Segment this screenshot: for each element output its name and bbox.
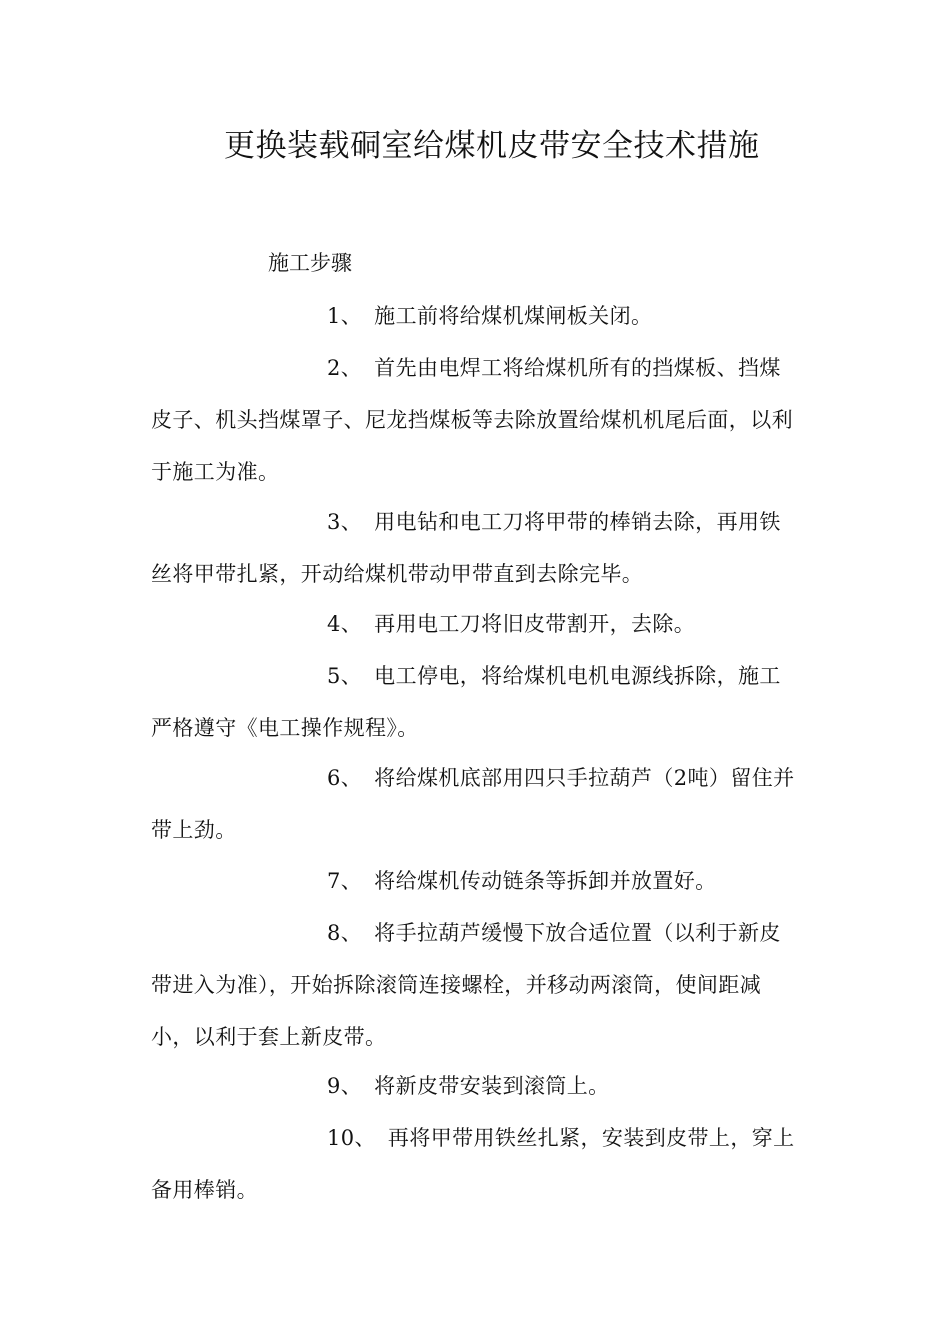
step-number: 6、	[327, 766, 363, 790]
step-number: 8、	[327, 921, 363, 945]
step-number: 4、	[327, 612, 363, 636]
step-6	[151, 752, 801, 856]
step-text: 施工前将给煤机煤闸板关闭。	[374, 304, 653, 328]
step-number: 7、	[327, 869, 363, 893]
step-8	[151, 907, 801, 1063]
step-text: 再将甲带用铁丝扎紧，安装到皮带上，穿上备用棒销。	[151, 1126, 795, 1202]
step-number: 10、	[327, 1126, 376, 1150]
step-7	[151, 855, 801, 907]
step-4	[151, 598, 801, 650]
step-text: 将新皮带安装到滚筒上。	[374, 1074, 610, 1098]
step-2	[151, 342, 801, 498]
step-number: 2、	[327, 356, 363, 380]
step-number: 9、	[327, 1074, 363, 1098]
document-title: 更换装载硐室给煤机皮带安全技术措施	[224, 128, 760, 164]
step-9	[151, 1060, 801, 1112]
step-number: 3、	[327, 510, 363, 534]
step-text: 电工停电，将给煤机电机电源线拆除，施工严格遵守《电工操作规程》。	[151, 664, 781, 740]
step-number: 5、	[327, 664, 363, 688]
step-text: 将给煤机传动链条等拆卸并放置好。	[374, 869, 717, 893]
step-text: 将手拉葫芦缓慢下放合适位置（以利于新皮带进入为准），开始拆除滚筒连接螺栓，并移动两滚筒，使间距减小，以利于套上新皮带。	[151, 921, 781, 1049]
step-10	[151, 1112, 801, 1216]
step-5	[151, 650, 801, 754]
step-text: 再用电工刀将旧皮带割开，去除。	[374, 612, 696, 636]
step-number: 1、	[327, 304, 363, 328]
step-3	[151, 496, 801, 600]
step-text: 用电钻和电工刀将甲带的棒销去除，再用铁丝将甲带扎紧，开动给煤机带动甲带直到去除完毕。	[151, 510, 781, 586]
step-text: 将给煤机底部用四只手拉葫芦（2吨）留住并带上劲。	[151, 766, 795, 842]
step-text: 首先由电焊工将给煤机所有的挡煤板、挡煤皮子、机头挡煤罩子、尼龙挡煤板等去除放置给煤机机尾后面，以利于施工为准。	[151, 356, 793, 484]
section-heading: 施工步骤	[268, 251, 352, 275]
step-1	[151, 290, 801, 342]
